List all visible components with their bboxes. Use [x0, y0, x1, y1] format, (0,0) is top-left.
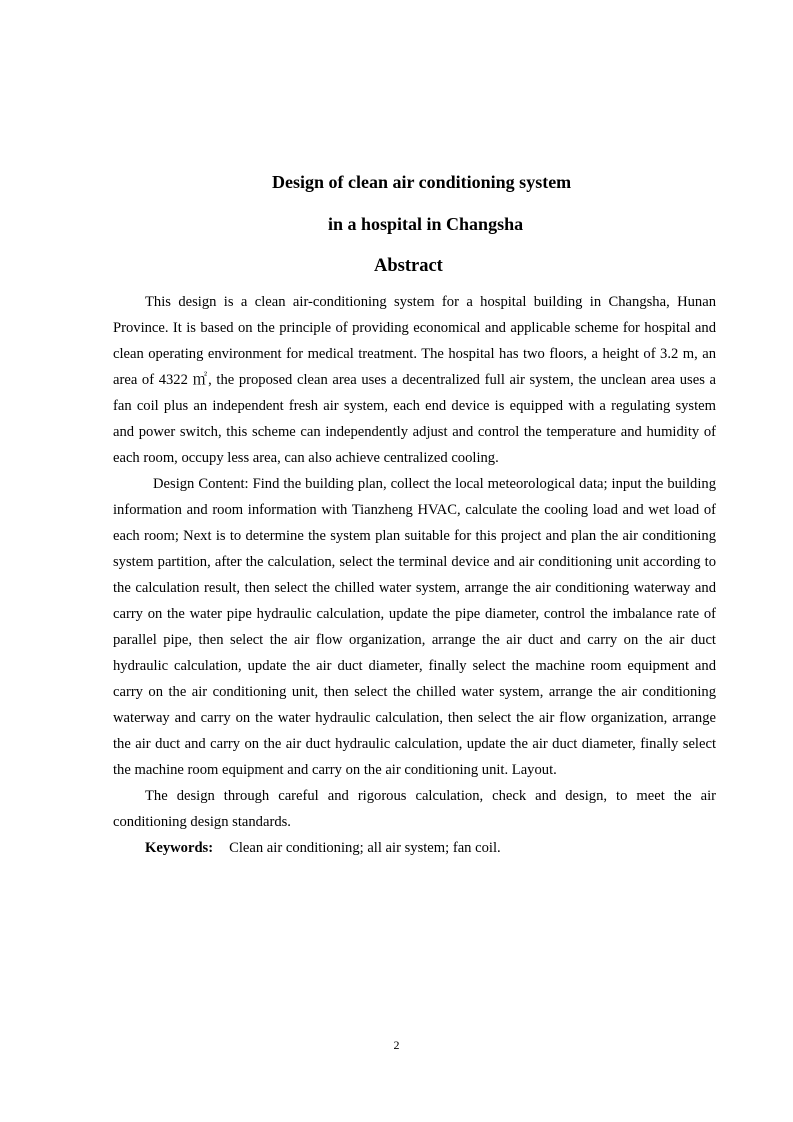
document-title-line-1: Design of clean air conditioning system: [272, 172, 572, 192]
keywords-label: Keywords:: [145, 840, 214, 856]
abstract-paragraph-1: This design is a clean air-conditioning system for a hospital building in Changsha, Hunan Province. It is based on the principle of providing economical and applicable scheme for hospital and clean operating environment for medical treatment. The hospital has two floors, a height of 3.2 m, an area of 4322 ㎡, the proposed clean area uses a decentralized full air system, the unclean area uses a fan coil plus an independent fresh air system, each end device is equipped with a regulating system and power switch, this scheme can independently adjust and control the temperature and humidity of each room, occupy less area, can also achieve centralized cooling.: [113, 294, 716, 466]
abstract-paragraph-3: The design through careful and rigorous calculation, check and design, to meet the air conditioning design standards.: [113, 788, 716, 830]
abstract-heading: Abstract: [374, 256, 443, 276]
keywords-line: [113, 835, 716, 861]
abstract-body: [113, 289, 716, 861]
abstract-paragraph-2: Design Content: Find the building plan, collect the local meteorological data; input the building information and room information with Tianzheng HVAC, calculate the cooling load and wet load of each room; Next is to determine the system plan suitable for this project and plan the air conditioning system partition, after the calculation, select the terminal device and air conditioning unit according to the calculation result, then select the chilled water system, arrange the air conditioning waterway and carry on the water pipe hydraulic calculation, update the pipe diameter, control the imbalance rate of parallel pipe, then select the air flow organization, arrange the air duct and carry on the air duct hydraulic calculation, update the air duct diameter, finally select the machine room equipment and carry on the air conditioning unit, then select the chilled water system, arrange the air conditioning waterway and carry on the water hydraulic calculation, then select the air flow organization, arrange the air duct and carry on the air duct hydraulic calculation, update the air duct diameter, finally select the machine room equipment and carry on the air conditioning unit. Layout.: [113, 476, 716, 778]
document-title-line-2: in a hospital in Changsha: [328, 214, 524, 234]
page-number: 2: [393, 1038, 400, 1052]
keywords-text: Clean air conditioning; all air system; fan coil.: [229, 840, 501, 856]
